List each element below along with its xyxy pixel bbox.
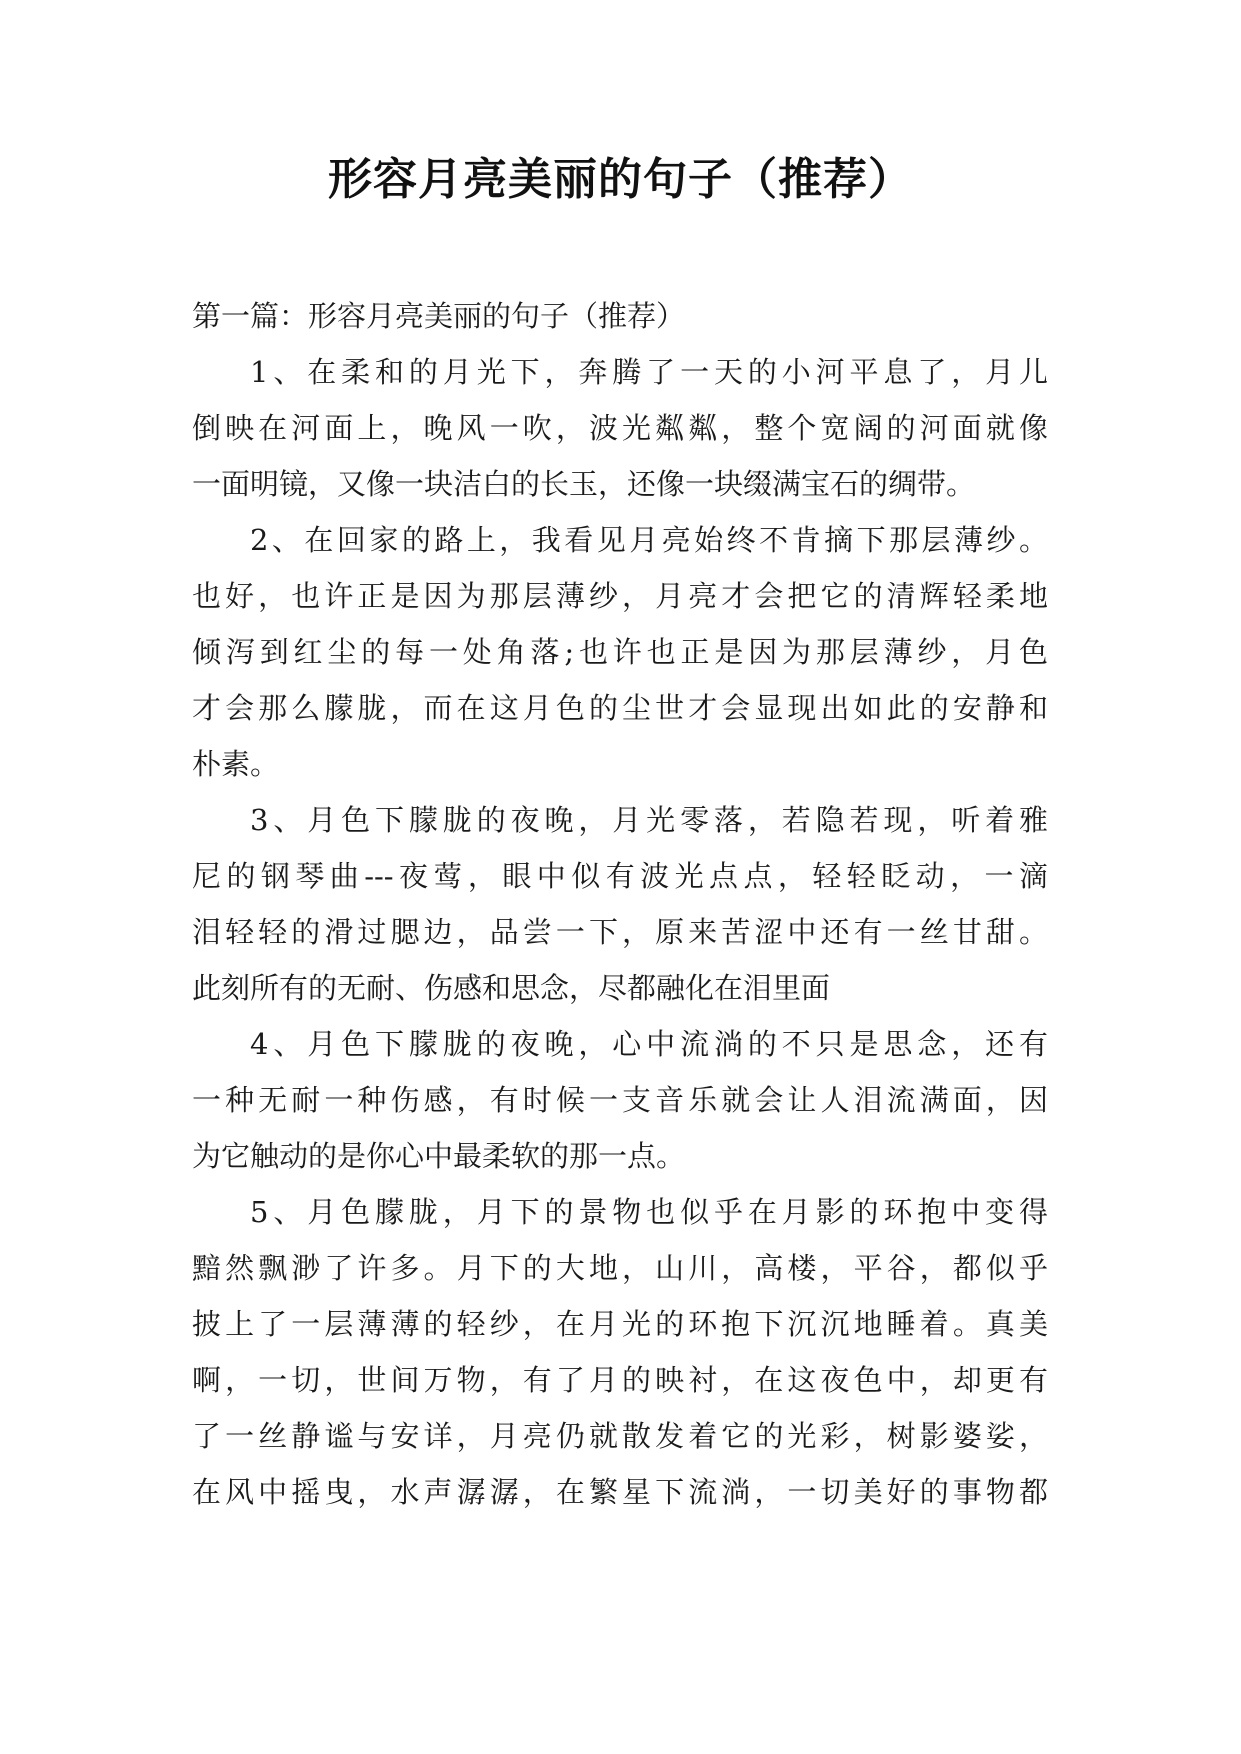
document-body bbox=[192, 288, 1048, 1520]
body-text-line: 啊，一切，世间万物，有了月的映衬，在这夜色中，却更有 bbox=[192, 1363, 1048, 1397]
body-text-line: 5、月色朦胧，月下的景物也似乎在月影的环抱中变得 bbox=[250, 1195, 1048, 1229]
document-title: 形容月亮美丽的句子（推荐） bbox=[328, 154, 913, 205]
body-text-line: 朴素。 bbox=[192, 747, 280, 781]
body-text-line: 此刻所有的无耐、伤感和思念，尽都融化在泪里面 bbox=[192, 971, 831, 1005]
body-text-line: 在风中摇曳，水声潺潺，在繁星下流淌，一切美好的事物都 bbox=[192, 1475, 1048, 1509]
body-text-line: 2、在回家的路上，我看见月亮始终不肯摘下那层薄纱。 bbox=[250, 523, 1048, 557]
body-text-line: 倾泻到红尘的每一处角落;也许也正是因为那层薄纱，月色 bbox=[192, 635, 1048, 669]
body-text-line: 才会那么朦胧，而在这月色的尘世才会显现出如此的安静和 bbox=[192, 691, 1048, 725]
body-text-line: 泪轻轻的滑过腮边，品尝一下，原来苦涩中还有一丝甘甜。 bbox=[192, 915, 1048, 949]
body-text-line: 3、月色下朦胧的夜晚，月光零落，若隐若现，听着雅 bbox=[250, 803, 1048, 837]
body-text-line: 也好，也许正是因为那层薄纱，月亮才会把它的清辉轻柔地 bbox=[192, 579, 1048, 613]
body-text-line: 1、在柔和的月光下，奔腾了一天的小河平息了，月儿 bbox=[250, 355, 1048, 389]
body-text-line: 为它触动的是你心中最柔软的那一点。 bbox=[192, 1139, 686, 1173]
body-text-line: 黯然飘渺了许多。月下的大地，山川，高楼，平谷，都似乎 bbox=[192, 1251, 1048, 1285]
body-text-line: 一种无耐一种伤感，有时候一支音乐就会让人泪流满面，因 bbox=[192, 1083, 1048, 1117]
body-text-line: 倒映在河面上，晚风一吹，波光粼粼，整个宽阔的河面就像 bbox=[192, 411, 1048, 445]
body-text-line: 了一丝静谧与安详，月亮仍就散发着它的光彩，树影婆娑， bbox=[192, 1419, 1048, 1453]
body-text-line: 一面明镜，又像一块洁白的长玉，还像一块缀满宝石的绸带。 bbox=[192, 467, 976, 501]
body-text-line: 第一篇：形容月亮美丽的句子（推荐） bbox=[192, 299, 686, 333]
body-text-line: 尼的钢琴曲---夜莺，眼中似有波光点点，轻轻眨动，一滴 bbox=[192, 859, 1048, 893]
body-text-line: 披上了一层薄薄的轻纱，在月光的环抱下沉沉地睡着。真美 bbox=[192, 1307, 1048, 1341]
body-text-line: 4、月色下朦胧的夜晚，心中流淌的不只是思念，还有 bbox=[250, 1027, 1048, 1061]
